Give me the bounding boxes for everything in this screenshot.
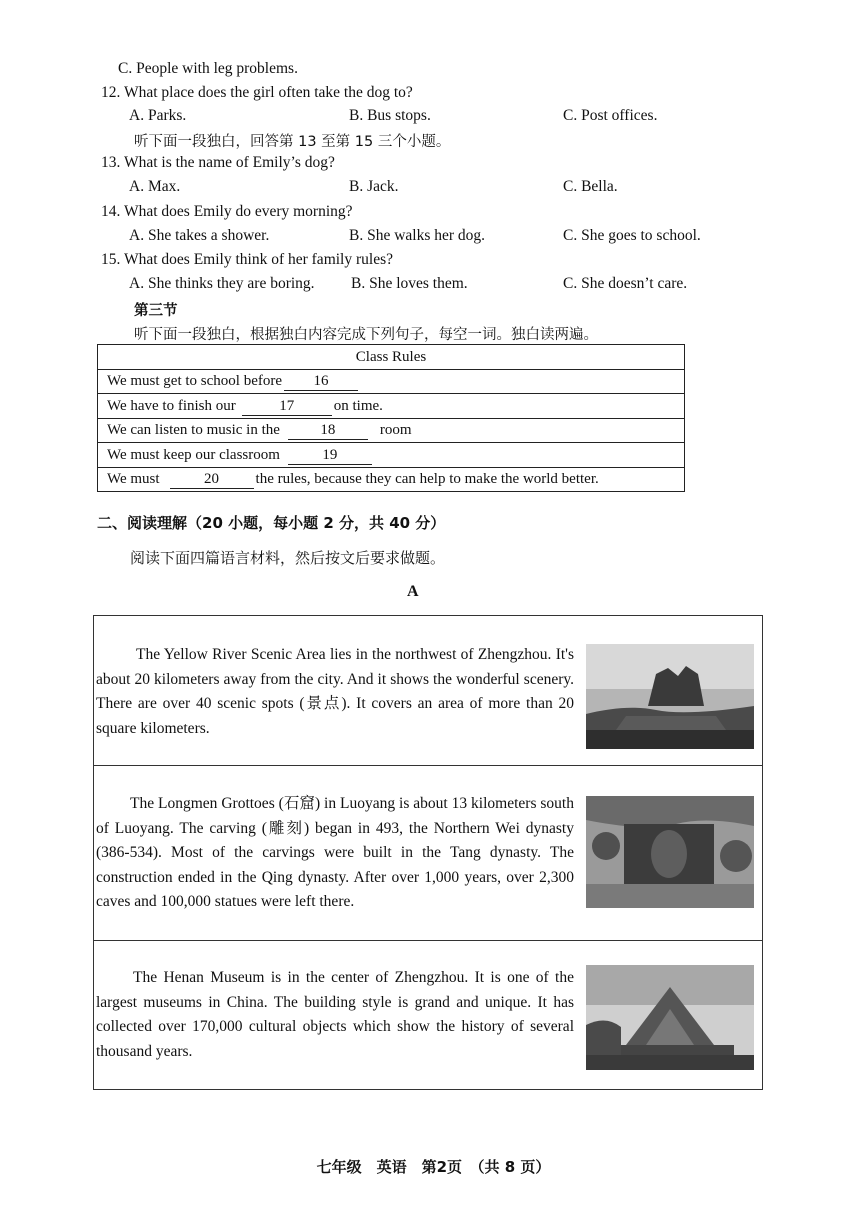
answer-blank-20[interactable]: 20 [170, 470, 254, 489]
table-row [98, 443, 685, 468]
rule-text: We must get to school before [107, 373, 282, 390]
rule-text: We must keep our classroom [107, 446, 280, 463]
page-footer: 七年级 英语 第2页 （共 8 页） [316, 1158, 551, 1176]
passage-paragraph: The Longmen Grottoes (石窟) in Luoyang is about 13 kilometers south of Luoyang. The carving (雕刻) began in 493, the Northern Wei dynasty (386-534). Most of the carvings were built in the Tang dynasty. The construction ended in the Qing dynasty. After over 1,000 years, over 2,300 caves and 100,000 statues were left there. [96, 795, 574, 911]
q13-question: 13. What is the name of Emily’s dog? [101, 154, 335, 171]
q15-question: 15. What does Emily think of her family rules? [101, 251, 393, 268]
class-rules-table [97, 344, 685, 492]
q14-option-b: B. She walks her dog. [349, 227, 486, 244]
q12-question: 12. What place does the girl often take the dog to? [101, 84, 413, 101]
q14-option-c: C. She goes to school. [563, 227, 701, 244]
rule-text: We must [107, 471, 160, 488]
henan-museum-photo [586, 965, 754, 1070]
table-row [98, 418, 685, 443]
longmen-grottoes-photo [586, 796, 754, 908]
q13-option-b: B. Jack. [349, 178, 399, 195]
class-rules-header: Class Rules [98, 345, 685, 370]
reading-instruction: 阅读下面四篇语言材料，然后按文后要求做题。 [130, 549, 446, 567]
passage-paragraph: The Yellow River Scenic Area lies in the northwest of Zhengzhou. It's about 20 kilometers away from the city. And it shows the wonderful scenery. There are over 40 scenic spots (景点). It covers an area of more than 20 square kilometers. [96, 646, 574, 737]
passage-section-henan-museum [94, 941, 762, 1089]
passage-label: A [407, 583, 419, 600]
section3-instruction: 听下面一段独白，根据独白内容完成下列句子，每空一词。独白读两遍。 [134, 327, 598, 343]
yellow-river-scenic-photo [586, 644, 754, 749]
answer-blank-16[interactable]: 16 [284, 372, 358, 391]
section3-title: 第三节 [134, 303, 178, 319]
rule-text-after: room [379, 422, 412, 439]
reading-part-title: 二、阅读理解（20 小题，每小题 2 分，共 40 分） [97, 514, 446, 532]
passage-section-longmen [94, 766, 762, 941]
rule-text: We can listen to music in the [107, 422, 280, 439]
answer-blank-19[interactable]: 19 [288, 446, 372, 465]
q12-option-c: C. Post offices. [563, 107, 658, 124]
q15-option-b: B. She loves them. [351, 275, 468, 292]
rule-text-after: on time. [333, 397, 383, 414]
q14-option-a: A. She takes a shower. [129, 227, 270, 244]
answer-blank-17[interactable]: 17 [242, 397, 332, 416]
rule-text-after: the rules, because they can help to make the world better. [255, 471, 599, 488]
q12-option-a: A. Parks. [129, 107, 187, 124]
table-row [98, 394, 685, 419]
q12-option-b: B. Bus stops. [349, 107, 431, 124]
passage-paragraph: The Henan Museum is in the center of Zhengzhou. It is one of the largest museums in China. The building style is grand and unique. It has collected over 170,000 cultural objects which show the history of several thousand years. [96, 969, 574, 1060]
answer-blank-18[interactable]: 18 [288, 421, 368, 440]
table-row [98, 369, 685, 394]
instruction-13-15: 听下面一段独白，回答第 13 至第 15 三个小题。 [134, 134, 451, 150]
q13-option-a: A. Max. [129, 178, 181, 195]
table-row [98, 467, 685, 492]
q14-question: 14. What does Emily do every morning? [101, 203, 353, 220]
passage-a-box [93, 615, 763, 1090]
passage-section-yellow-river [94, 616, 762, 766]
rule-text: We have to finish our [107, 397, 236, 414]
q15-option-a: A. She thinks they are boring. [129, 275, 315, 292]
q15-option-c: C. She doesn’t care. [563, 275, 688, 292]
q13-option-c: C. Bella. [563, 178, 618, 195]
q11-option-c: C. People with leg problems. [118, 60, 298, 77]
